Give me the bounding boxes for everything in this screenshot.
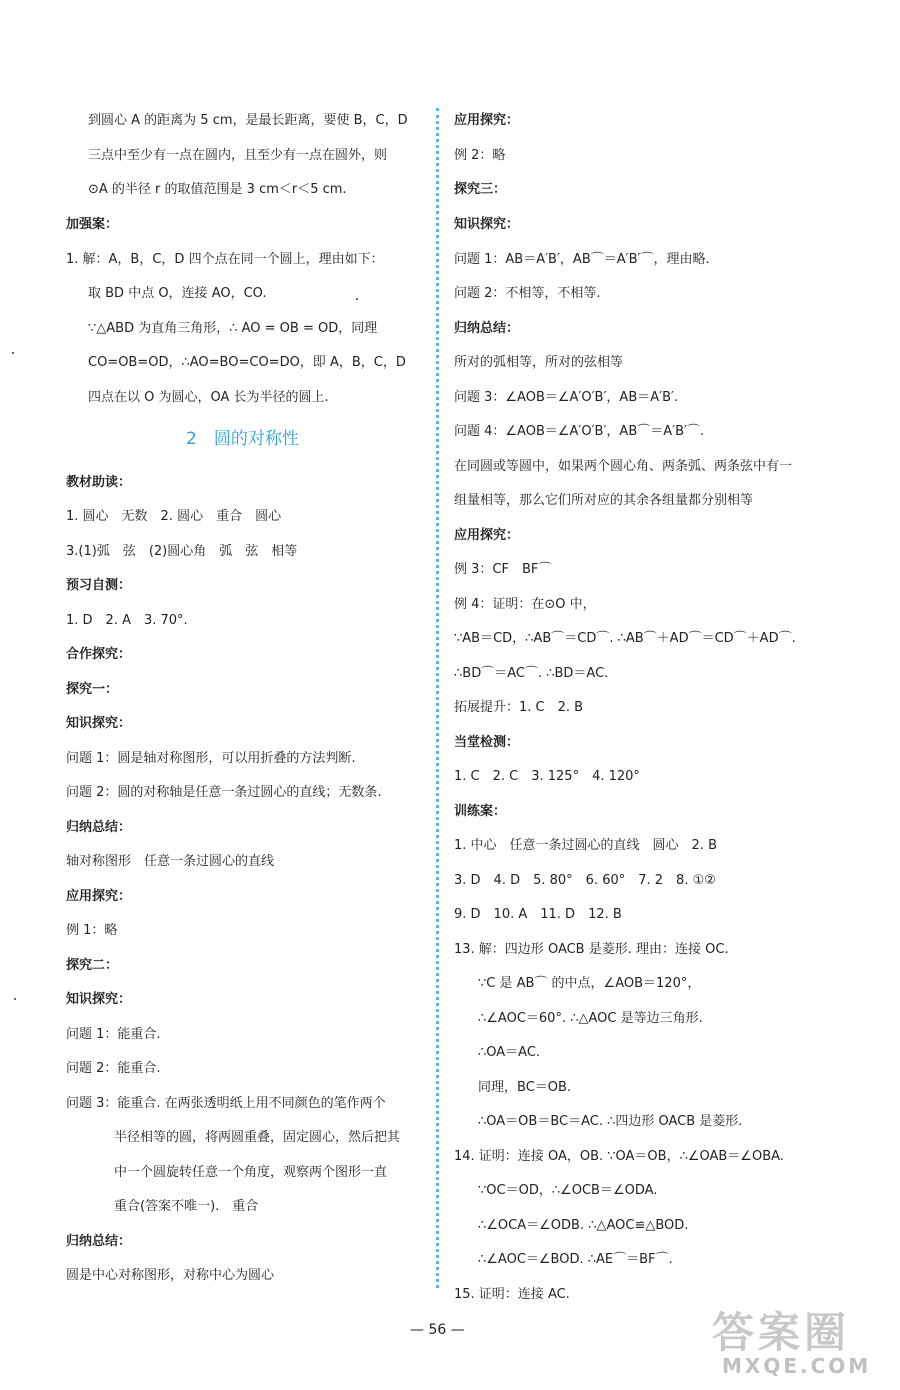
section-heading: 知识探究： [66,992,132,1007]
section-heading: 训练案： [454,804,507,819]
text-line: 问题 1：AB＝A′B′，AB⌒＝A′B′⌒，理由略. [454,252,710,267]
text-line: 问题 2：能重合. [66,1061,161,1076]
section-heading: 预习自测： [66,578,132,593]
text-line: 取 BD 中点 O，连接 AO，CO. [88,286,267,301]
text-line: ∵OC＝OD，∴∠OCB＝∠ODA. [478,1183,658,1198]
section-heading: 当堂检测： [454,735,520,750]
section-heading: 应用探究： [454,113,520,128]
text-line: 中一个圆旋转任意一个角度，观察两个图形一直 [114,1165,388,1180]
text-line: 半径相等的圆，将两圆重叠，固定圆心，然后把其 [114,1130,401,1145]
text-line: 例 1：略 [66,923,118,938]
text-line: ∴∠AOC＝∠BOD. ∴AE⌒＝BF⌒. [478,1252,673,1267]
text-line: 问题 2：不相等，不相等. [454,286,601,301]
section-heading: 应用探究： [454,528,520,543]
text-line: 三点中至少有一点在圆内，且至少有一点在圆外，则 [88,148,388,163]
text-line: CO=OB=OD，∴AO=BO=CO=DO，即 A，B，C，D [88,355,406,370]
section-heading: 归纳总结： [66,820,132,835]
text-line: 问题 1：圆是轴对称图形，可以用折叠的方法判断. [66,751,356,766]
text-line: ∴OA＝AC. [478,1045,541,1060]
text-line: ∴∠OCA＝∠ODB. ∴△AOC≌△BOD. [478,1218,689,1233]
watermark-logo-text: 答案圈 [712,1308,851,1357]
section-heading: 合作探究： [66,647,132,662]
scan-speck [14,998,16,1000]
section-heading: 加强案： [66,217,119,232]
scan-speck [12,352,14,354]
text-line: 13. 解：四边形 OACB 是菱形. 理由：连接 OC. [454,942,729,957]
text-line: 例 3：CF BF⌒ [454,562,552,577]
section-heading: 教材助读： [66,475,132,490]
section-heading: 探究二： [66,958,119,973]
text-line: ∴BD⌒＝AC⌒. ∴BD＝AC. [454,666,609,681]
column-divider [436,108,439,1288]
text-line: 所对的弧相等，所对的弦相等 [454,355,624,370]
text-line: 1. D 2. A 3. 70°. [66,613,188,628]
text-line: 例 2：略 [454,148,506,163]
text-line: 3. D 4. D 5. 80° 6. 60° 7. 2 8. ①② [454,873,716,888]
text-line: 拓展提升：1. C 2. B [454,700,584,715]
text-line: 轴对称图形 任意一条过圆心的直线 [66,854,275,869]
text-line: 问题 4：∠AOB＝∠A′O′B′，AB⌒＝A′B′⌒. [454,424,705,439]
text-line: 14. 证明：连接 OA，OB. ∵OA＝OB，∴∠OAB＝∠OBA. [454,1149,784,1164]
section-heading: 知识探究： [66,716,132,731]
text-line: ∵AB＝CD，∴AB⌒＝CD⌒. ∴AB⌒＋AD⌒＝CD⌒＋AD⌒. [454,631,796,646]
text-line: ∴OA＝OB＝BC＝AC. ∴四边形 OACB 是菱形. [478,1114,743,1129]
text-line: 1. 解：A，B，C，D 四个点在同一个圆上，理由如下： [66,252,384,267]
section-heading: 探究三： [454,182,507,197]
text-line: 问题 3：∠AOB＝∠A′O′B′，AB＝A′B′. [454,390,679,405]
text-line: 问题 1：能重合. [66,1027,161,1042]
text-line: 四点在以 O 为圆心，OA 长为半径的圆上. [88,390,329,405]
watermark [712,1300,892,1384]
text-line: ∵C 是 AB⌒ 的中点，∠AOB＝120°， [478,976,701,991]
section-heading: 归纳总结： [454,321,520,336]
scan-speck [356,298,358,300]
text-line: 1. 圆心 无数 2. 圆心 重合 圆心 [66,509,282,524]
section-title: 2 圆的对称性 [186,429,299,449]
page-number: — 56 — [410,1322,465,1338]
text-line: 1. 中心 任意一条过圆心的直线 圆心 2. B [454,838,717,853]
section-heading: 知识探究： [454,217,520,232]
section-heading: 应用探究： [66,889,132,904]
text-line: ∵△ABD 为直角三角形，∴ AO = OB = OD，同理 [88,321,378,336]
text-line: 问题 2：圆的对称轴是任意一条过圆心的直线；无数条. [66,785,382,800]
watermark-url: MXQE.COM [722,1354,872,1378]
text-line: ⊙A 的半径 r 的取值范围是 3 cm＜r＜5 cm. [88,182,347,197]
text-line: 例 4：证明：在⊙O 中， [454,597,596,612]
text-line: 3.(1)弧 弦 (2)圆心角 弧 弦 相等 [66,544,298,559]
text-line: 在同圆或等圆中，如果两个圆心角、两条弧、两条弦中有一 [454,459,793,474]
text-line: 组量相等，那么它们所对应的其余各组量都分别相等 [454,493,754,508]
text-line: 到圆心 A 的距离为 5 cm，是最长距离，要使 B，C，D [88,113,408,128]
text-line: 圆是中心对称图形，对称中心为圆心 [66,1268,275,1283]
text-line: 15. 证明：连接 AC. [454,1287,570,1302]
text-line: 问题 3：能重合. 在两张透明纸上用不同颜色的笔作两个 [66,1096,386,1111]
text-line: 1. C 2. C 3. 125° 4. 120° [454,769,640,784]
text-line: ∴∠AOC＝60°. ∴△AOC 是等边三角形. [478,1011,703,1026]
text-line: 重合(答案不唯一). 重合 [114,1199,259,1214]
text-line: 同理，BC＝OB. [478,1080,572,1095]
section-heading: 归纳总结： [66,1234,132,1249]
section-heading: 探究一： [66,682,119,697]
text-line: 9. D 10. A 11. D 12. B [454,907,622,922]
